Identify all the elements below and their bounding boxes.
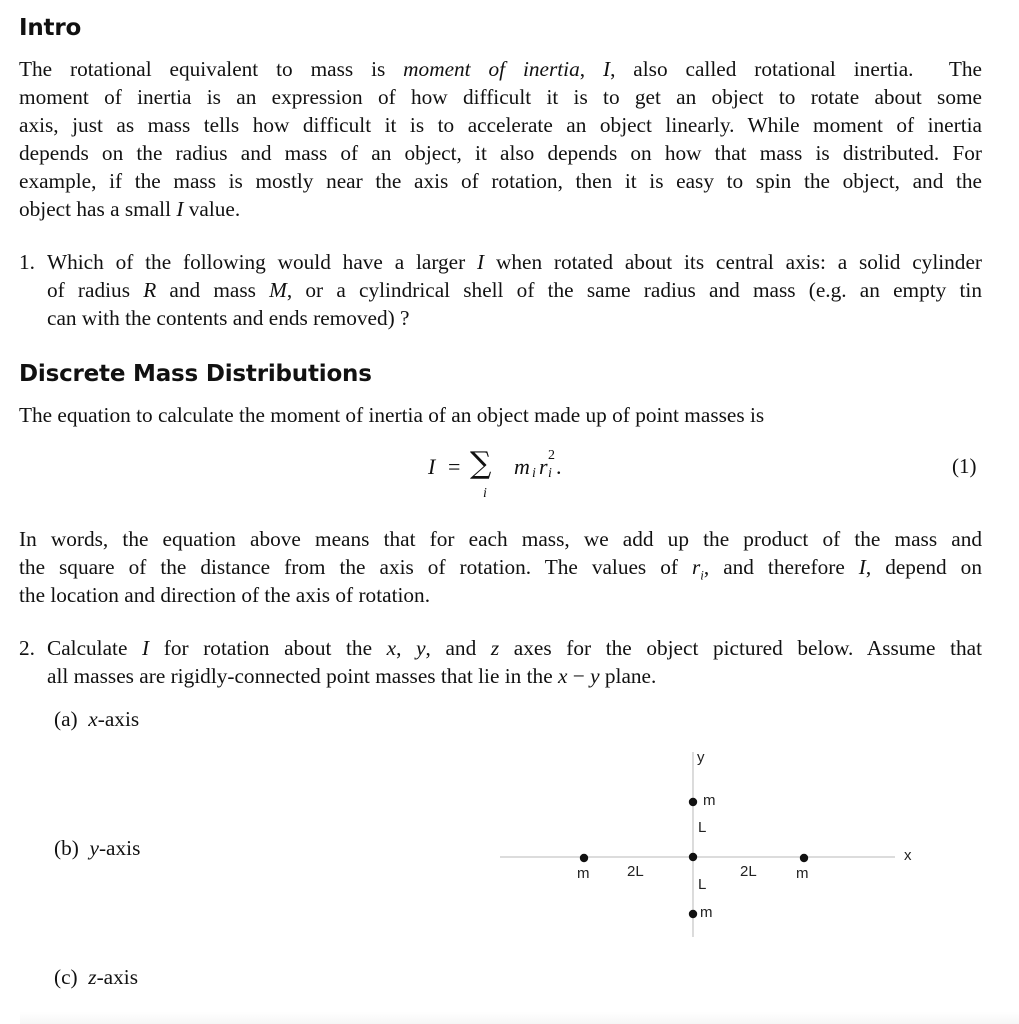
part-c-label: (c): [54, 965, 78, 989]
q2-line-2: all masses are rigidly-connected point masses that lie in the x − y plane.: [47, 664, 657, 688]
explanation-line-2: the square of the distance from the axis of rotation. The values of $r_i$, and therefore I, depend on: [19, 555, 982, 583]
discrete-heading: Discrete Mass Distributions: [19, 361, 372, 387]
part-b-suffix: -axis: [98, 836, 141, 860]
question-2-text: [47, 634, 982, 690]
equation-radius-subscript: i: [548, 466, 552, 481]
mass-top-dot: [689, 798, 697, 806]
distance-top-label: L: [698, 819, 707, 836]
equation-mass-subscript: i: [532, 466, 536, 481]
mass-center-dot: [689, 853, 697, 861]
explanation-line-1: In words, the equation above means that for each mass, we add up the product of the mass and: [19, 527, 982, 551]
intro-line-5: example, if the mass is mostly near the axis of rotation, then it is easy to spin the object, and the: [19, 169, 982, 193]
distance-left-label: 2L: [627, 863, 644, 880]
equation-1: [420, 448, 620, 508]
mass-bottom-dot: [689, 910, 697, 918]
question-2b: [54, 834, 140, 862]
intro-line-6: object has a small I value.: [19, 197, 241, 221]
mass-right-dot: [800, 854, 808, 862]
mass-distribution-diagram: [480, 740, 930, 940]
equation-radius: r: [539, 454, 548, 479]
part-a-label: (a): [54, 707, 78, 731]
distance-bottom-label: L: [698, 876, 707, 893]
equation-explanation: [19, 525, 982, 609]
summation-index: i: [483, 486, 487, 501]
q1-line-2: of radius R and mass M, or a cylindrical shell of the same radius and mass (e.g. an empty tin: [47, 278, 982, 302]
discrete-intro: The equation to calculate the moment of inertia of an object made up of point masses is: [19, 403, 765, 427]
intro-line-2: moment of inertia is an expression of how difficult it is to get an object to rotate about some: [19, 85, 982, 109]
equation-equals: =: [448, 454, 461, 479]
q1-line-1: Which of the following would have a larger I when rotated about its central axis: a solid cylinder: [47, 250, 982, 274]
equation-number: (1): [952, 454, 977, 478]
intro-paragraph: [19, 55, 982, 223]
q1-line-3: can with the contents and ends removed) ?: [47, 306, 410, 330]
q2-line-1: Calculate I for rotation about the x, y, and z axes for the object pictured below. Assume that: [47, 636, 983, 660]
intro-line-4: depends on the radius and mass of an object, it also depends on how that mass is distributed. For: [19, 141, 982, 165]
x-axis-label: x: [904, 847, 912, 864]
mass-bottom-label: m: [700, 904, 713, 921]
explanation-line-3: the location and direction of the axis of rotation.: [19, 583, 431, 607]
part-c-suffix: -axis: [96, 965, 138, 989]
mass-left-label: m: [577, 865, 590, 882]
intro-line-1: The rotational equivalent to mass is moment of inertia, I, also called rotational inertia. The: [19, 57, 982, 81]
question-1-text: [47, 248, 982, 332]
question-2a: [54, 705, 139, 733]
part-b-var: y: [89, 836, 99, 860]
intro-line-3: axis, just as mass tells how difficult it is to accelerate an object linearly. While moment of inertia: [19, 113, 982, 137]
equation-mass: m: [514, 454, 530, 479]
mass-right-label: m: [796, 865, 809, 882]
intro-heading: Intro: [19, 15, 82, 41]
mass-top-label: m: [703, 792, 716, 809]
part-c-var: z: [88, 965, 97, 989]
y-axis-label: y: [697, 749, 705, 766]
page-bottom-edge: [20, 1012, 1019, 1024]
equation-radius-superscript: 2: [548, 448, 555, 463]
equation-lhs: I: [428, 454, 436, 479]
equation-period: .: [556, 454, 562, 479]
mass-left-dot: [580, 854, 588, 862]
part-a-suffix: -axis: [97, 707, 140, 731]
summation-symbol: ∑: [470, 446, 492, 481]
part-b-label: (b): [54, 836, 79, 860]
question-1-number: 1.: [19, 250, 35, 274]
part-a-var: x: [88, 707, 98, 731]
distance-right-label: 2L: [740, 863, 757, 880]
question-2c: [54, 963, 138, 991]
question-2-number: 2.: [19, 636, 35, 660]
